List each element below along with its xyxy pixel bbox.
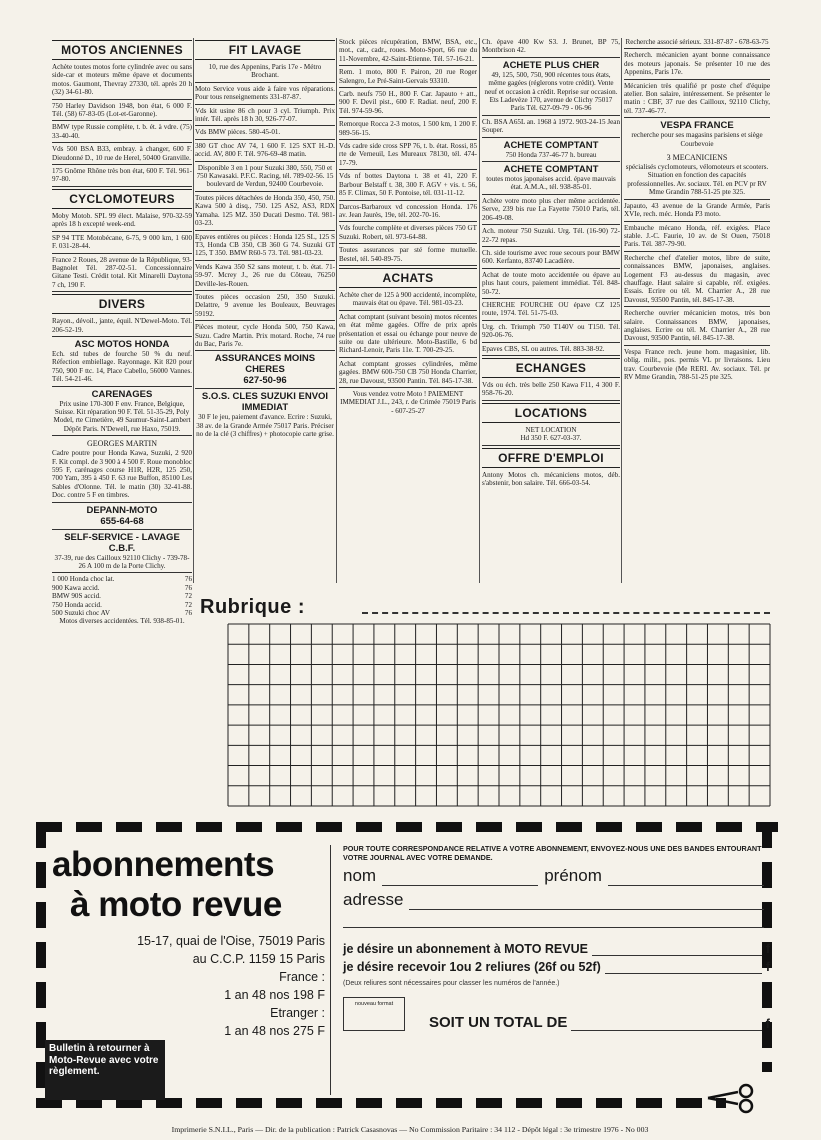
- column-divider: [193, 38, 194, 583]
- ad: Rem. 1 moto, 800 F. Pairon, 20 rue Roger Salengro, Le Pré-Saint-Gervais 93310.: [339, 68, 477, 88]
- ad: Pièces moteur, cycle Honda 500, 750 Kawa, Suzu. Cadre Martin. Prix motard. Roche, 74 rue du Bac, Paris 7e.: [195, 323, 335, 351]
- binder-note: (Deux reliures sont nécessaires pour classer les numéros de l'année.): [343, 980, 560, 987]
- ad: Recherche associé sérieux. 331-87-87 - 678-63-75: [624, 38, 770, 49]
- ad-title: NET LOCATION: [525, 425, 577, 434]
- ad: France 2 Roues, 28 avenue de la République, 93-Bagnolet Tél. 287-02-51. Concessionnaire Gitane Testi. Crédit total. Kit Minarelli Daytona 7 ch, 190 F.: [52, 256, 192, 293]
- heading-divers: DIVERS: [52, 294, 192, 314]
- ad: Vds nf bottes Daytona t. 38 et 41, 220 F. Barbour Belstaff t. 38, 300 F. AGV + vis. t. 56, 85 F. Climax, 50 F. Pontoise, tél. 031-11-12.: [339, 172, 477, 200]
- ad: Urg. ch. Triumph 750 T140V ou T150. Tél. 920-06-76.: [482, 323, 620, 343]
- ad-title: VESPA FRANCE: [660, 120, 734, 132]
- ad: Japauto, 43 avenue de la Grande Armée, Paris XVIe, rech. méc. Honda P3 moto.: [624, 202, 770, 222]
- scissors-icon: [708, 1084, 758, 1114]
- nom-field[interactable]: [382, 872, 538, 886]
- ad-phone: 655-64-68: [100, 515, 144, 527]
- ad: Recherch. mécanicien ayant bonne connaissance des moteurs japonais. Se présenter 10 rue des Appenins, Paris 17e.: [624, 51, 770, 79]
- binder-request-label: je désire recevoir 1ou 2 reliures (26f ou 52f): [343, 960, 601, 974]
- subscription-title: [52, 845, 314, 925]
- ad-title: ASSURANCES MOINS CHERES: [214, 353, 316, 376]
- price-list-row: [52, 592, 192, 600]
- ad: Vds ou éch. très belle 250 Kawa F11, 4 300 F. 958-76-20.: [482, 381, 620, 401]
- ad: spécialisés cyclomoteurs, vélomoteurs et scooters. Situation en fonction des capacités professionnelles. Av. sociaux. Tél. en PCV pr RV Mme Grandin 788-51-25 pte 325.: [624, 163, 770, 200]
- ad: Moby Motob. SPL 99 élect. Malaise, 970-32-59 après 18 h excepté week-end.: [52, 212, 192, 232]
- ad-title: GEORGES MARTIN: [87, 439, 157, 449]
- heading-fit-lavage: FIT LAVAGE: [195, 40, 335, 60]
- price-list-year: 72: [184, 592, 192, 601]
- currency-f: f: [765, 942, 770, 956]
- subscription-request-row: [343, 942, 770, 956]
- rubrique-title: Rubrique :: [200, 596, 305, 618]
- ad: 30 F le jeu, paiement d'avance. Ecrire : Suzuki, 38 av. de la Grande Armée 75017 Paris. Préciser no de la clé (3 chiffres) + photocopie carte grise.: [196, 413, 334, 439]
- price-list-row: [52, 584, 192, 592]
- ad: Vds 500 BSA B33, embray. à changer, 600 F. Dieudonné D., 10 rue de Herel, 50400 Granville.: [52, 145, 192, 165]
- ad: Achète toutes motos forte cylindrée avec ou sans side-car et moteurs même épave et documents motos. Gaumont, Thevray 27330, tél. après 20 h (32) 34-61-80.: [52, 63, 192, 100]
- column-5: [624, 38, 770, 588]
- ad: 750 Harley Davidson 1948, bon état, 6 000 F. Tél. (58) 67-83-05 (Lot-et-Garonne).: [52, 102, 192, 122]
- subscription-address: [80, 932, 325, 1040]
- ad: Disponible 3 en 1 pour Suzuki 380, 550, 750 et 750 Kawasaki. P.F.C. Racing, tél. 789-02-56. 15 boulevard de Verdun, 92400 Courbevoie.: [195, 164, 335, 192]
- currency-f: f: [765, 960, 770, 974]
- address-row: [343, 890, 770, 910]
- ad-title: ACHETE PLUS CHER: [502, 59, 600, 71]
- address-line-2: au C.C.P. 1159 15 Paris: [192, 952, 325, 966]
- ad: 37-39, rue des Cailloux 92110 Clichy - 739-78-26 A 100 m de la Porte Clichy.: [52, 554, 192, 574]
- ad: Remorque Rocca 2-3 motos, 1 500 km, 1 200 F. 989-56-15.: [339, 120, 477, 140]
- ad: Motos diverses accidentées. Tél. 938-85-01.: [59, 617, 185, 626]
- ad: Antony Motos ch. mécaniciens motos, déb. s'abstenir, bon salaire. Tél. 666-03-54.: [482, 470, 620, 487]
- price-list-year: 76: [184, 575, 192, 584]
- column-divider: [336, 38, 337, 583]
- price-list-year: 76: [184, 583, 192, 592]
- ad: Prix usine 170-300 F env. France, Belgique, Suisse. Kit réparation 90 F. Tél. 51-35-29, Poly Model, rte Cimetière, 49 Saumur-Saint-Lambert Dépôt Paris. N'Dewell, rue Haxo, 75019.: [52, 400, 192, 437]
- ad: Ech. std tubes de fourche 50 % du neuf. Réfection embiellage. Rayonnage. Kit 820 pour 750, 900 F ttc. 14, Place Cabello, 56000 Vannes. Tél. 54-21-46.: [52, 350, 192, 387]
- ad-title: CARENAGES: [91, 388, 153, 400]
- price-list-row: [52, 609, 192, 617]
- ad: Achat de toute moto accidentée ou épave au plus haut cours, paiement immédiat. Tél. 848-50-72.: [482, 271, 620, 299]
- prenom-label: prénom: [544, 866, 602, 885]
- price-list-item: 1 000 Honda choc lat.: [52, 575, 115, 584]
- adresse-label: adresse: [343, 890, 404, 909]
- total-row: [343, 997, 770, 1031]
- ad-phone: 627-50-96: [243, 375, 287, 387]
- nouveau-format-box: nouveau format: [343, 997, 405, 1031]
- column-2: [195, 38, 335, 588]
- ad: Achat comptant (suivant besoin) motos récentes en état même gagées. Offre de prix après présentation et essai ou échange pour neuve de suite ou date ultérieure. Moto-Bastille, 6 bd Richard-Lenoir, Paris 11e. T. 700-29-25.: [339, 313, 477, 358]
- subscription-request-label: je désire un abonnement à MOTO REVUE: [343, 942, 588, 956]
- ad: Vds kit usine 86 ch pour 3 cyl. Triumph. Prix intér. Tél. après 18 h 30, 926-77-07.: [195, 107, 335, 127]
- total-label: SOIT UN TOTAL DE: [429, 1014, 568, 1031]
- ad: Hd 350 F. 627-03-37.: [482, 434, 620, 445]
- ad-title: ACHETE COMPTANT: [503, 164, 599, 176]
- ad: Moto Service vous aide à faire vos réparations. Pour tous renseignements 331-87-87.: [195, 85, 335, 105]
- ad: Embauche mécano Honda, réf. exigées. Place stable. J.-C. Faurie, 10 av. de St Ouen, 75018 Paris. Tél. 387-79-90.: [624, 224, 770, 252]
- heading-locations: LOCATIONS: [482, 403, 620, 423]
- bulletin-box: Bulletin à retourner à Moto-Revue avec votre règlement.: [45, 1040, 165, 1100]
- ad: Stock pièces récupération, BMW, BSA, etc., mot., cat., cadr., roues. Moto-Sport, 66 rue du 11-Novembre, 42-Saint-Etienne. Tél. 57-16-21.: [339, 38, 477, 66]
- ad: Achat comptant grosses cylindrées, même gagées. BMW 600-750 CB 750 Honda Charrier, 28, rue Davoust, 93500 Pantin. Tél. 845-17-38.: [339, 360, 477, 388]
- prenom-field[interactable]: [608, 872, 764, 886]
- ad: Vespa France rech. jeune hom. magasinier, lib. oblig. milit., pos. permis VL pr livraisons. Lieu trav. Courbevoie (Me RERI. Av. sociaux. Tél. pr RV Mme Grandin, 788-51-25 pte 325.: [624, 347, 770, 381]
- ad: Epaves entières ou pièces : Honda 125 SL, 125 S T3, Honda CB 350, CB 360 G 74. Suzuki GT 125, T 350. BMW R60-5 73. Tél. 981-03-23.: [195, 233, 335, 261]
- heading-echanges: ECHANGES: [482, 358, 620, 378]
- binder-amount-field[interactable]: [605, 964, 762, 974]
- ad: Rayon., dévoil., jante, équil. N'Dewel-Moto. Tél. 206-52-19.: [52, 317, 192, 337]
- divider: [52, 529, 192, 530]
- heading-cyclomoteurs: CYCLOMOTEURS: [52, 189, 192, 209]
- ad-title: ACHETE COMPTANT: [503, 139, 599, 151]
- ad-title: SELF-SERVICE - LAVAGE C.B.F.: [64, 531, 180, 554]
- ad: Recherche chef d'atelier motos, libre de suite, connaissances BMW, japonaises, anglaises. Logement F3 au-dessus du magasin, avec chauffage. Haut salaire si capable, réf. exigées. Essais. Ecrire ou tél. M. Charrier A., 28 rue Davoust, 93500 Pantin, tél. 845-17-38.: [624, 254, 770, 307]
- price-list-year: 72: [184, 600, 192, 609]
- ad-title: ASC MOTOS HONDA: [74, 338, 170, 350]
- ad-title: S.O.S. CLES SUZUKI ENVOI IMMEDIAT: [201, 391, 329, 414]
- total-field[interactable]: [571, 1019, 761, 1031]
- price-list-item: 500 Suzuki choc AV: [52, 609, 110, 618]
- ad: Ch. épave 400 Kw S3. J. Brunet, BP 75, Montbrison 42.: [482, 38, 620, 58]
- ad: Epaves CBS, SL ou autres. Tél. 883-38-92.: [482, 345, 620, 356]
- heading-achats: ACHATS: [339, 268, 477, 288]
- adresse-field-2[interactable]: [343, 914, 764, 928]
- column-4: [482, 38, 620, 588]
- ad-title: 3 MECANICIENS: [666, 153, 728, 163]
- subscription-form: [330, 845, 770, 1095]
- price-list-year: 76: [184, 609, 192, 618]
- ad: toutes motos japonaises accid. épave mauvais état. A.M.A., tél. 938-85-01.: [482, 175, 620, 195]
- divider: [195, 388, 335, 389]
- ad: SP 94 TTE Motobécane, 6-75, 9 000 km, 1 600 F. 031-28-44.: [52, 234, 192, 254]
- ad: Cadre poutre pour Honda Kawa, Suzuki, 2 920 F. Kit compl. de 3 900 à 4 500 F. Roue monobloc 595 F, carénages course H1R, H2R, 125 250, 700 Yam, 395 à 450 F. 63 rue Buffon, 85100 Les Sables d'Olonne. Tél. le matin (30) 32-41-88. Doc. contre 5 F en timbres.: [52, 449, 192, 502]
- ad: CHERCHE FOURCHE OU épave CZ 125 route, 1974. Tél. 51-75-03.: [482, 301, 620, 321]
- name-row: [343, 866, 770, 886]
- france-price: 1 an 48 nos 198 F: [224, 988, 325, 1002]
- ad: 10, rue des Appenins, Paris 17e - Métro Brochant.: [195, 63, 335, 83]
- ad: Ach. moteur 750 Suzuki. Urg. Tél. (16-90) 72-22-72 repas.: [482, 227, 620, 247]
- ad: 750 Honda 737-46-77 h. bureau: [482, 151, 620, 162]
- ad: BMW type Russie complète, t. b. ét. à vdre. (75) 33-40-40.: [52, 123, 192, 143]
- price-list-row: [52, 601, 192, 609]
- ad: Achète votre moto plus cher même accidentée. Serve, 239 bis rue La Fayette 75010 Paris, tél. 206-49-08.: [482, 197, 620, 225]
- column-divider: [621, 38, 622, 583]
- ad: Mécanicien très qualifié pr poste chef d'équipe atelier. Bon salaire, intéressement. Se présenter le matin : CBF, 37 rue des Cailloux, 92110 Clichy, tél. 737-46-77.: [624, 82, 770, 119]
- dashed-border-top: [36, 822, 778, 832]
- imprint-footer: Imprimerie S.N.I.L., Paris — Dir. de la publication : Patrick Casasnovas — No Commission Paritaire : 34 112 - Dépôt légal : 3e trimestre 1976 - No 003: [171, 1125, 649, 1134]
- etranger-label: Etranger :: [270, 1006, 325, 1020]
- ad: 175 Gnôme Rhône très bon état, 600 F. Tél. 961-97-80.: [52, 167, 192, 187]
- address-line-1: 15-17, quai de l'Oise, 75019 Paris: [137, 934, 325, 948]
- column-1: [52, 38, 192, 626]
- ad: recherche pour ses magasins parisiens et siège Courbevoie: [631, 131, 763, 148]
- binder-request-row: [343, 960, 770, 974]
- ad: 380 GT choc AV 74, 1 600 F. 125 SXT H.-D. accid. AV, 800 F. Tél. 976-69-48 matin.: [195, 142, 335, 162]
- ad: Toutes assurances par sté forme mutuelle. Bestel, tél. 540-89-75.: [339, 246, 477, 266]
- price-list-row: [52, 575, 192, 583]
- title-line-2: à moto revue: [70, 885, 282, 924]
- etranger-price: 1 an 48 nos 275 F: [224, 1024, 325, 1038]
- ad: Vds fourche complète et diverses pièces 750 GT Suzuki. Robert, tél. 973-64-88.: [339, 224, 477, 244]
- ad-title: DEPANN-MOTO: [86, 504, 158, 516]
- adresse-field[interactable]: [409, 896, 764, 910]
- subscription-amount-field[interactable]: [592, 946, 762, 956]
- column-3: [339, 38, 477, 588]
- correspondence-notice: POUR TOUTE CORRESPONDANCE RELATIVE A VOTRE ABONNEMENT, ENVOYEZ-NOUS UNE DES BANDES ENTOURANT VOTRE JOURNAL AVEC VOTRE DEMANDE.: [343, 844, 762, 862]
- ad: Vds BMW pièces. 580-45-01.: [195, 128, 335, 139]
- france-label: France :: [279, 970, 325, 984]
- ad: Achète cher de 125 à 900 accidenté, incomplète, mauvais état ou épave. Tél. 981-03-23.: [339, 291, 477, 311]
- ad: Vds cadre side cross SPP 76, t. b. état. Rossi, 85 rte de Verneuil, Les Mureaux 78130, tél. 474-17-79.: [339, 142, 477, 170]
- ad: Ch. BSA A65L an. 1968 à 1972. 903-24-15 Jean Souper.: [482, 118, 620, 138]
- price-list-item: 750 Honda accid.: [52, 600, 102, 609]
- rubrique-grid[interactable]: [228, 624, 770, 806]
- heading-motos-anciennes: MOTOS ANCIENNES: [52, 40, 192, 60]
- address-row-2: [343, 914, 770, 928]
- price-list: [52, 575, 192, 617]
- ad: Toutes pièces occasion 250, 350 Suzuki. Delattre, 9 avenue les Bouleaux, Beuvrages 59192.: [195, 293, 335, 321]
- ad: Ch. side tourisme avec roue secours pour BMW 600. Kerfanto, 83740 Lacadière.: [482, 249, 620, 269]
- price-list-item: 900 Kawa accid.: [52, 583, 100, 592]
- ad: Recherche ouvrier mécanicien motos, très bon salaire. Connaissances BMW, japonaises, anglaises. Ecrire ou tél. M. Charrier A., 28 rue Davoust, 93500 Pantin, tél. 845-17-38.: [624, 309, 770, 346]
- heading-offre-emploi: OFFRE D'EMPLOI: [482, 448, 620, 468]
- ad: Carb. neufs 750 H., 800 F. Car. Japauto + att., 900 F. Devil pist., 600 F. Radiat. neuf, 200 F. Tél. 974-59-96.: [339, 90, 477, 118]
- ad: Vends Kawa 350 S2 sans moteur, t. b. état. 71-59-97. Mcrey J., 26 rue du Côteau, 76250 Deville-les-Rouen.: [195, 263, 335, 291]
- nom-label: nom: [343, 866, 377, 885]
- rubrique-line: [362, 612, 770, 614]
- ad: Darcos-Barbaroux vd concession Honda. 176 av. Jean Jaurès, 19e, tél. 202-70-16.: [339, 203, 477, 223]
- price-list-item: BMW 90S accid.: [52, 592, 101, 601]
- title-line-1: abonnements: [52, 845, 275, 884]
- ad: Toutes pièces détachées de Honda 350, 450, 750. Kawa 500 à disq., 750. 125 AS2, AS3, RDX Yamaha. 125 MZ. 350 Ducati Desmo. Tél. 981-03-23.: [195, 194, 335, 231]
- column-divider: [479, 38, 480, 583]
- ad: 49, 125, 500, 750, 900 récentes tous états, même gagées (réglerons votre crédit). Vente neuf et occasion à crédit. Reprise sur occasion. Ets Ladevèze 170, avenue de Clichy 75017 Paris Tél. 627-09-79 - 06-96: [482, 71, 620, 116]
- ad: Vous vendez votre Moto ! PAIEMENT IMMEDIAT J.L., 243, r. de Crimée 75019 Paris - 607-25-27: [340, 390, 476, 415]
- currency-f: f: [765, 1016, 770, 1031]
